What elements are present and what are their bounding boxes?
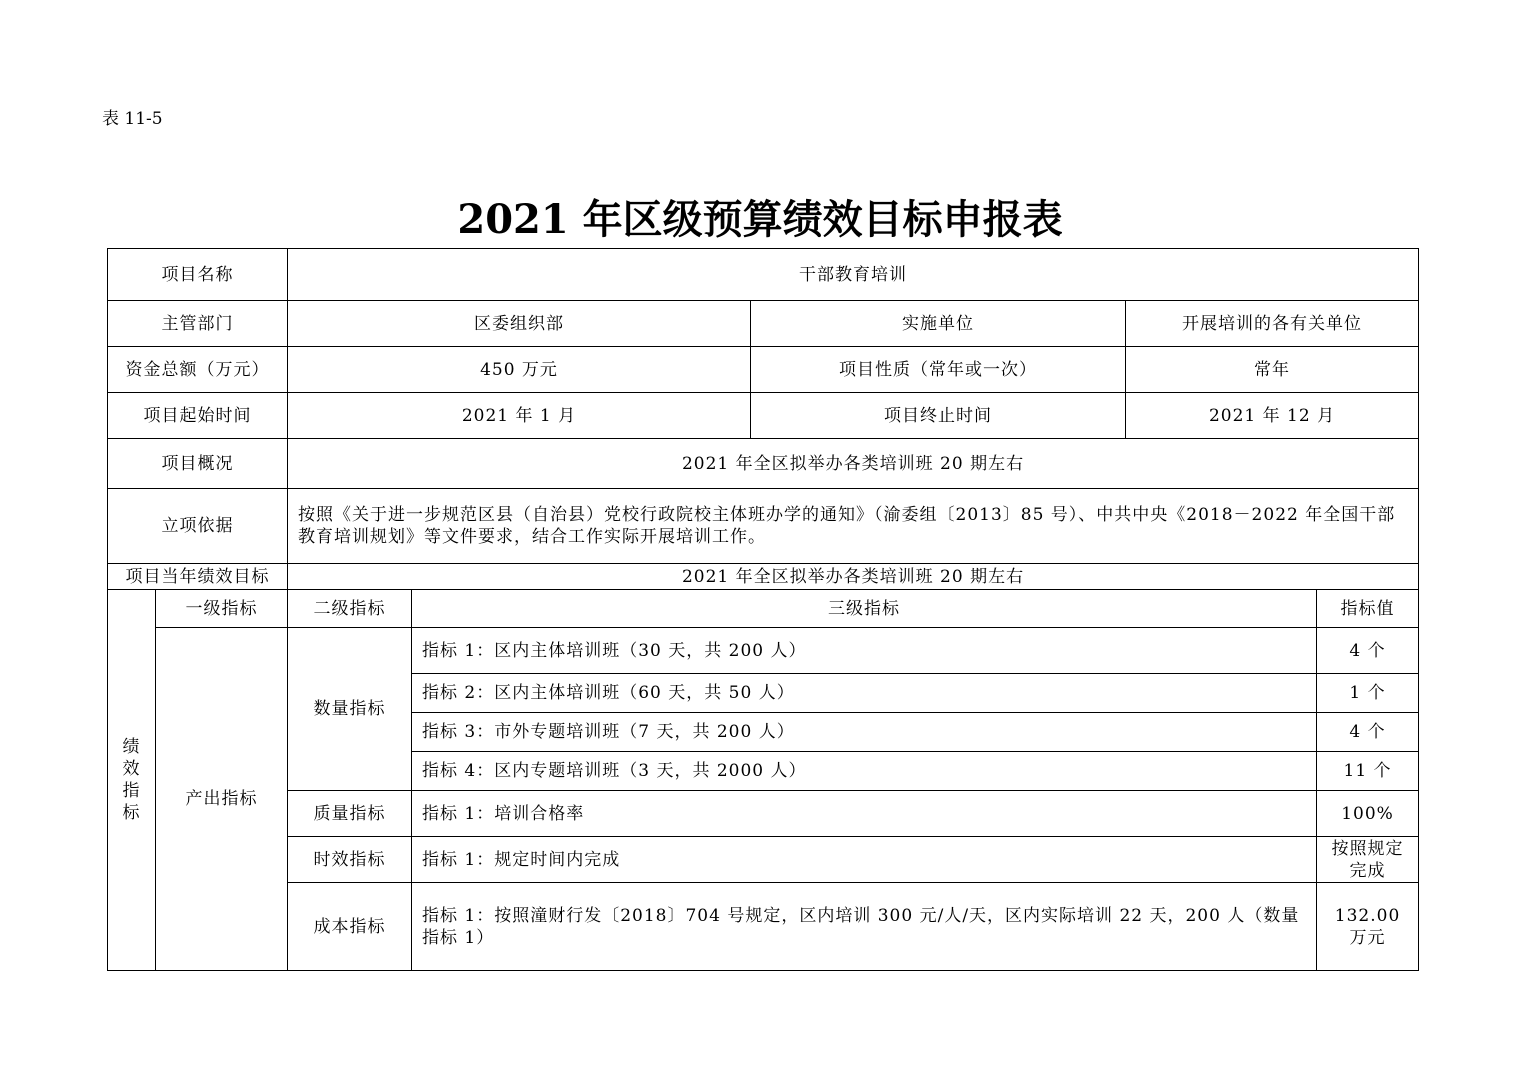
indicator-text: 指标 1：规定时间内完成 [412, 837, 1317, 883]
row-overview [108, 439, 1419, 489]
timeliness-indicator-label: 时效指标 [288, 837, 412, 883]
goal-value: 2021 年全区拟举办各类培训班 20 期左右 [288, 564, 1419, 590]
fund-value: 450 万元 [288, 347, 751, 393]
basis-value: 按照《关于进一步规范区县（自治县）党校行政院校主体班办学的通知》（渝委组〔2013〕85 号）、中共中央《2018－2022 年全国干部教育培训规划》等文件要求，结合工作实际开展培训工作。 [288, 489, 1419, 564]
indicator-value: 100% [1317, 791, 1419, 837]
quality-indicator-label: 质量指标 [288, 791, 412, 837]
indicator-section-label: 绩效指标 [122, 737, 141, 823]
goal-label: 项目当年绩效目标 [108, 564, 288, 590]
row-dates [108, 393, 1419, 439]
nature-value: 常年 [1126, 347, 1419, 393]
dept-label: 主管部门 [108, 301, 288, 347]
row-department [108, 301, 1419, 347]
indicator-value: 4 个 [1317, 628, 1419, 674]
start-value: 2021 年 1 月 [288, 393, 751, 439]
end-label: 项目终止时间 [751, 393, 1126, 439]
indicator-text: 指标 1：按照潼财行发〔2018〕704 号规定，区内培训 300 元/人/天，区内实际培训 22 天，200 人（数量指标 1） [412, 883, 1317, 971]
row-goal [108, 564, 1419, 590]
quantity-indicator-label: 数量指标 [288, 628, 412, 791]
row-basis [108, 489, 1419, 564]
indicator-text: 指标 1：区内主体培训班（30 天，共 200 人） [412, 628, 1317, 674]
row-indicator-header [108, 590, 1419, 628]
indicator-row [108, 883, 1419, 971]
header-level2: 二级指标 [288, 590, 412, 628]
basis-label: 立项依据 [108, 489, 288, 564]
indicator-text: 指标 4：区内专题培训班（3 天，共 2000 人） [412, 752, 1317, 791]
header-value: 指标值 [1317, 590, 1419, 628]
indicator-text: 指标 3：市外专题培训班（7 天，共 200 人） [412, 713, 1317, 752]
cost-indicator-label: 成本指标 [288, 883, 412, 971]
project-name-label: 项目名称 [108, 249, 288, 301]
header-level1: 一级指标 [156, 590, 288, 628]
indicator-text: 指标 1：培训合格率 [412, 791, 1317, 837]
table-number: 表 11-5 [102, 109, 163, 129]
nature-label: 项目性质（常年或一次） [751, 347, 1126, 393]
budget-performance-table [107, 248, 1419, 971]
overview-label: 项目概况 [108, 439, 288, 489]
overview-value: 2021 年全区拟举办各类培训班 20 期左右 [288, 439, 1419, 489]
level1-output-label: 产出指标 [156, 628, 288, 971]
project-name-value: 干部教育培训 [288, 249, 1419, 301]
indicator-value: 11 个 [1317, 752, 1419, 791]
document-title: 2021 年区级预算绩效目标申报表 [457, 196, 1063, 243]
row-project-name [108, 249, 1419, 301]
indicator-row [108, 791, 1419, 837]
start-label: 项目起始时间 [108, 393, 288, 439]
end-value: 2021 年 12 月 [1126, 393, 1419, 439]
indicator-row [108, 837, 1419, 883]
indicator-value: 按照规定完成 [1317, 837, 1419, 883]
indicator-value: 132.00 万元 [1317, 883, 1419, 971]
indicator-row [108, 628, 1419, 674]
impl-label: 实施单位 [751, 301, 1126, 347]
dept-value: 区委组织部 [288, 301, 751, 347]
row-fund [108, 347, 1419, 393]
header-level3: 三级指标 [412, 590, 1317, 628]
indicator-value: 4 个 [1317, 713, 1419, 752]
impl-value: 开展培训的各有关单位 [1126, 301, 1419, 347]
fund-label: 资金总额（万元） [108, 347, 288, 393]
indicator-text: 指标 2：区内主体培训班（60 天，共 50 人） [412, 674, 1317, 713]
indicator-value: 1 个 [1317, 674, 1419, 713]
indicator-section-label-cell [108, 590, 156, 971]
